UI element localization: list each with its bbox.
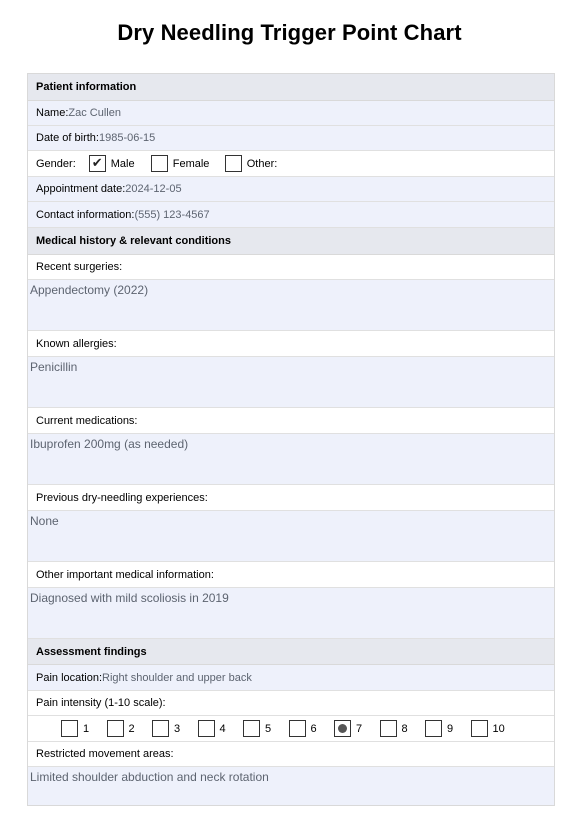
- pain-checkbox-4[interactable]: [198, 720, 215, 737]
- gender-label: Gender:: [36, 157, 76, 170]
- contact-value[interactable]: (555) 123-4567: [134, 208, 210, 221]
- male-label: Male: [110, 157, 135, 170]
- pain-checkbox-9[interactable]: [425, 720, 442, 737]
- pain-option-1[interactable]: [61, 720, 107, 737]
- name-value[interactable]: Zac Cullen: [68, 107, 121, 119]
- pain-location-label: Pain location:: [36, 671, 103, 684]
- surgeries-label: Recent surgeries:: [28, 255, 554, 280]
- pain-checkbox-2[interactable]: [107, 720, 124, 737]
- pain-option-label: 2: [128, 722, 135, 735]
- pain-option-label: 7: [356, 722, 363, 735]
- appointment-value[interactable]: 2024-12-05: [125, 183, 182, 195]
- gender-option-female[interactable]: [151, 155, 225, 172]
- surgeries-field[interactable]: Appendectomy (2022): [28, 280, 554, 331]
- section-header-history: Medical history & relevant conditions: [28, 228, 554, 255]
- medications-field[interactable]: Ibuprofen 200mg (as needed): [28, 434, 554, 485]
- restricted-field[interactable]: Limited shoulder abduction and neck rotation: [28, 767, 554, 805]
- gender-option-male[interactable]: [89, 155, 151, 172]
- allergies-field[interactable]: Penicillin: [28, 357, 554, 408]
- contact-label: Contact information:: [36, 208, 135, 221]
- pain-option-label: 4: [219, 722, 226, 735]
- allergies-label: Known allergies:: [28, 331, 554, 357]
- intake-form: [27, 73, 555, 806]
- appointment-row[interactable]: [28, 177, 554, 202]
- pain-checkbox-10[interactable]: [471, 720, 488, 737]
- pain-checkbox-1[interactable]: [61, 720, 78, 737]
- pain-option-6[interactable]: [289, 720, 335, 737]
- pain-option-label: 9: [447, 722, 454, 735]
- pain-option-label: 8: [401, 722, 408, 735]
- previous-label: Previous dry-needling experiences:: [28, 485, 554, 511]
- pain-checkbox-6[interactable]: [289, 720, 306, 737]
- section-header-patient: Patient information: [28, 74, 554, 101]
- female-label: Female: [172, 157, 210, 170]
- medications-label: Current medications:: [28, 408, 554, 434]
- pain-location-value[interactable]: Right shoulder and upper back: [102, 671, 252, 684]
- page-title: Dry Needling Trigger Point Chart: [117, 20, 462, 45]
- dob-row[interactable]: [28, 126, 554, 151]
- pain-option-3[interactable]: [152, 720, 198, 737]
- name-label: Name:: [36, 107, 69, 119]
- pain-option-label: 10: [492, 722, 505, 735]
- pain-option-2[interactable]: [107, 720, 153, 737]
- pain-option-10[interactable]: [471, 720, 517, 737]
- previous-field[interactable]: None: [28, 511, 554, 562]
- other-info-label: Other important medical information:: [28, 562, 554, 588]
- pain-option-4[interactable]: [198, 720, 244, 737]
- gender-row: [28, 151, 554, 177]
- pain-location-row[interactable]: [28, 665, 554, 691]
- gender-option-other[interactable]: [225, 155, 278, 172]
- pain-option-9[interactable]: [425, 720, 471, 737]
- checkmark-icon: ✔: [91, 155, 103, 170]
- dob-value[interactable]: 1985-06-15: [98, 132, 156, 144]
- pain-option-7[interactable]: [334, 720, 380, 737]
- contact-row[interactable]: [28, 202, 554, 228]
- pain-option-label: 5: [265, 722, 272, 735]
- name-row[interactable]: [28, 101, 554, 126]
- pain-scale: [28, 716, 554, 742]
- pain-checkbox-8[interactable]: [380, 720, 397, 737]
- pain-checkbox-5[interactable]: [243, 720, 260, 737]
- other-label: Other:: [246, 157, 278, 170]
- appointment-label: Appointment date:: [36, 183, 126, 195]
- pain-option-5[interactable]: [243, 720, 289, 737]
- pain-option-label: 3: [174, 722, 181, 735]
- other-info-field[interactable]: Diagnosed with mild scoliosis in 2019: [28, 588, 554, 639]
- pain-option-label: 6: [310, 722, 317, 735]
- pain-checkbox-7[interactable]: [334, 720, 351, 737]
- dob-label: Date of birth:: [36, 132, 99, 144]
- female-checkbox[interactable]: [151, 155, 168, 172]
- restricted-label: Restricted movement areas:: [28, 742, 554, 767]
- other-checkbox[interactable]: [225, 155, 242, 172]
- radio-dot-icon: [338, 724, 347, 733]
- pain-checkbox-3[interactable]: [152, 720, 169, 737]
- pain-intensity-label: Pain intensity (1-10 scale):: [28, 691, 554, 716]
- pain-option-label: 1: [83, 722, 90, 735]
- male-checkbox[interactable]: [89, 155, 106, 172]
- pain-option-8[interactable]: [380, 720, 426, 737]
- section-header-assessment: Assessment findings: [28, 639, 554, 665]
